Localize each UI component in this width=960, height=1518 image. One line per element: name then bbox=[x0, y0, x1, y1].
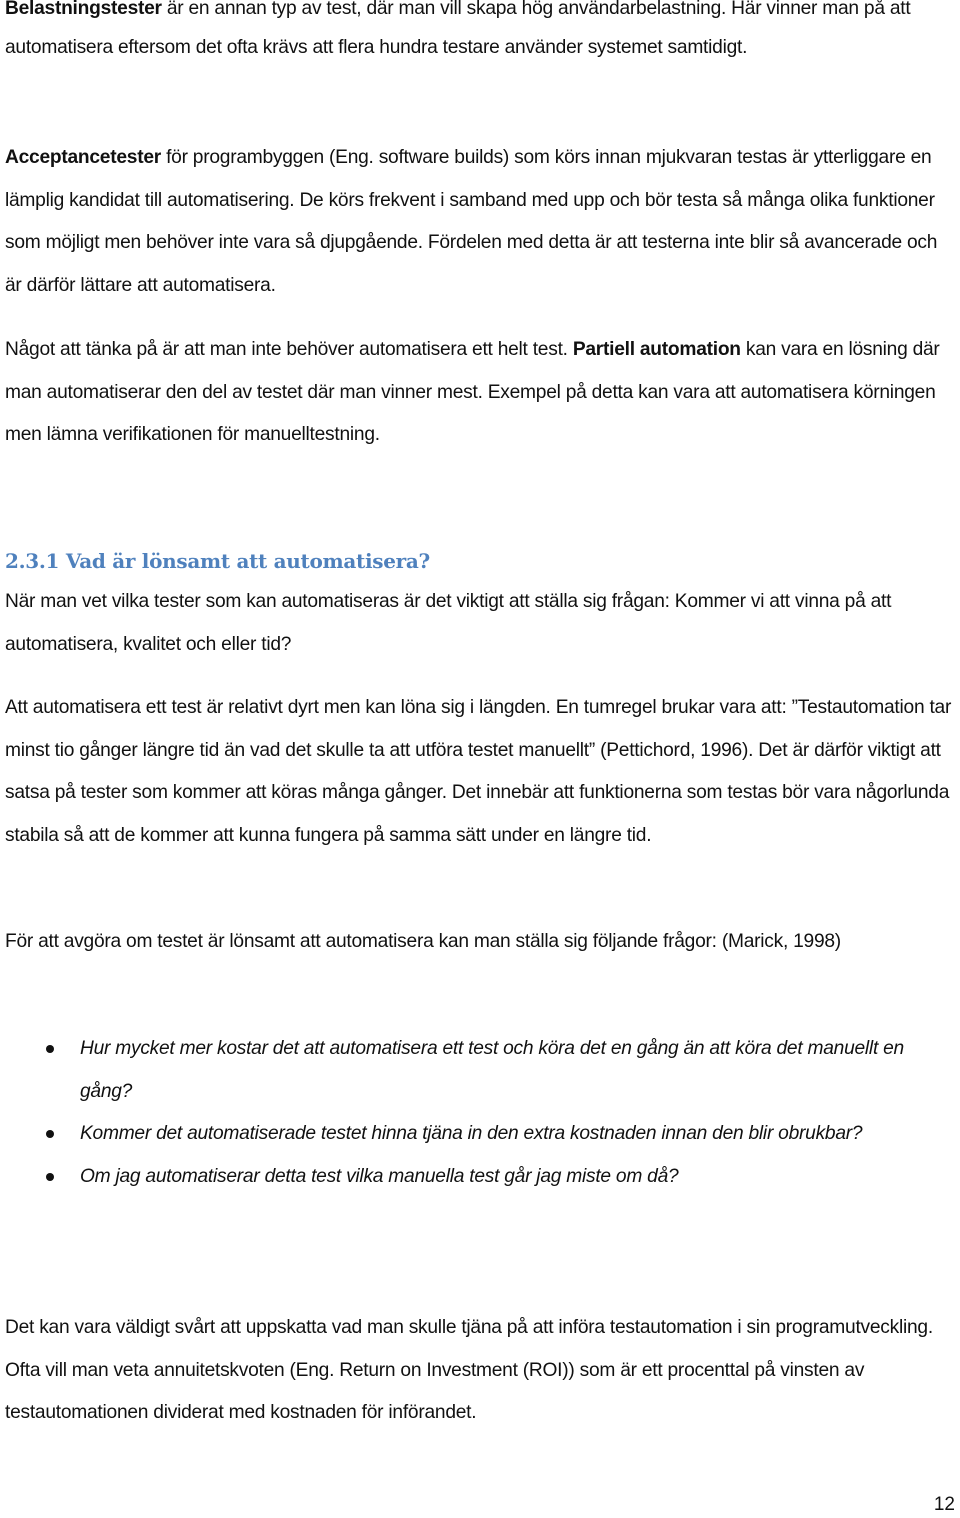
paragraph-text: för programbyggen (Eng. software builds) som körs innan mjukvaran testas är ytterliggare en lämplig kandidat till automatisering. De körs frekvent i samband med upp och bör testa så många olika funktioner som möjligt men behöver inte vara så djupgående. Fördelen med detta är att testerna inte blir så avancerade och är därför lättare att automatisera. bbox=[5, 147, 938, 296]
question-list bbox=[0, 1028, 960, 1198]
paragraph-rule-of-thumb: Att automatisera ett test är relativt dyrt men kan löna sig i längden. En tumregel brukar vara att: ”Testautomation tar minst tio gånger längre tid än vad det skulle ta att utföra testet manuellt” (Pettichord, 1996). Det är därför viktigt att satsa på tester som kommer att köras många gånger. Det innebär att funktionerna som testas bör vara någorlunda stabila så att de kommer att kunna fungera på samma sätt under en längre tid. bbox=[5, 697, 952, 846]
term-load-tests: Belastningstester bbox=[5, 0, 162, 19]
list-item-text: Hur mycket mer kostar det att automatisera ett test och köra det en gång än att köra det manuellt en gång? bbox=[80, 1038, 904, 1102]
bullet-icon bbox=[46, 1045, 54, 1053]
list-item-text: Kommer det automatiserade testet hinna tjäna in den extra kostnaden innan den blir obrukbar? bbox=[80, 1123, 863, 1145]
bullet-icon bbox=[46, 1173, 54, 1181]
paragraph-load-tests bbox=[5, 0, 955, 67]
list-item-text: Om jag automatiserar detta test vilka manuella test går jag miste om då? bbox=[80, 1165, 679, 1187]
term-partial-automation: Partiell automation bbox=[572, 339, 741, 360]
paragraph-text: är en annan typ av test, där man vill skapa hög användarbelastning. Här vinner man på att automatisera eftersom det ofta krävs att flera hundra testare använder systemet samtidigt. bbox=[5, 0, 911, 58]
paragraph-partial-automation bbox=[5, 329, 955, 457]
section-heading: 2.3.1 Vad är lönsamt att automatisera? bbox=[5, 549, 430, 573]
paragraph-text: kan vara en lösning där man automatiserar den del av testet där man vinner mest. Exempel på detta kan vara att automatisera körningen men lämna verifikationen för manuelltestning. bbox=[5, 339, 940, 446]
term-acceptance-tests: Acceptancetester bbox=[5, 147, 161, 168]
paragraph-roi: Det kan vara väldigt svårt att uppskatta vad man skulle tjäna på att införa testautomation i sin programutveckling. Ofta vill man veta annuitetskvoten (Eng. Return on Investment (ROI)) som är ett procenttal på vinsten av testautomationen dividerat med kostnaden för införandet. bbox=[5, 1317, 933, 1424]
page-number: 12 bbox=[933, 1494, 955, 1515]
paragraph-questions-intro: För att avgöra om testet är lönsamt att automatisera kan man ställa sig följande frågor: (Marick, 1998) bbox=[5, 931, 841, 952]
list-item bbox=[0, 1113, 930, 1156]
list-item bbox=[0, 1156, 930, 1199]
paragraph-text: Något att tänka på är att man inte behöver automatisera ett helt test. bbox=[5, 339, 573, 360]
paragraph-profit-question: När man vet vilka tester som kan automatiseras är det viktigt att ställa sig frågan: Kommer vi att vinna på att automatisera, kvalitet och eller tid? bbox=[5, 591, 892, 655]
bullet-icon bbox=[46, 1130, 54, 1138]
list-item bbox=[0, 1028, 930, 1113]
paragraph-acceptance-tests bbox=[5, 137, 955, 307]
